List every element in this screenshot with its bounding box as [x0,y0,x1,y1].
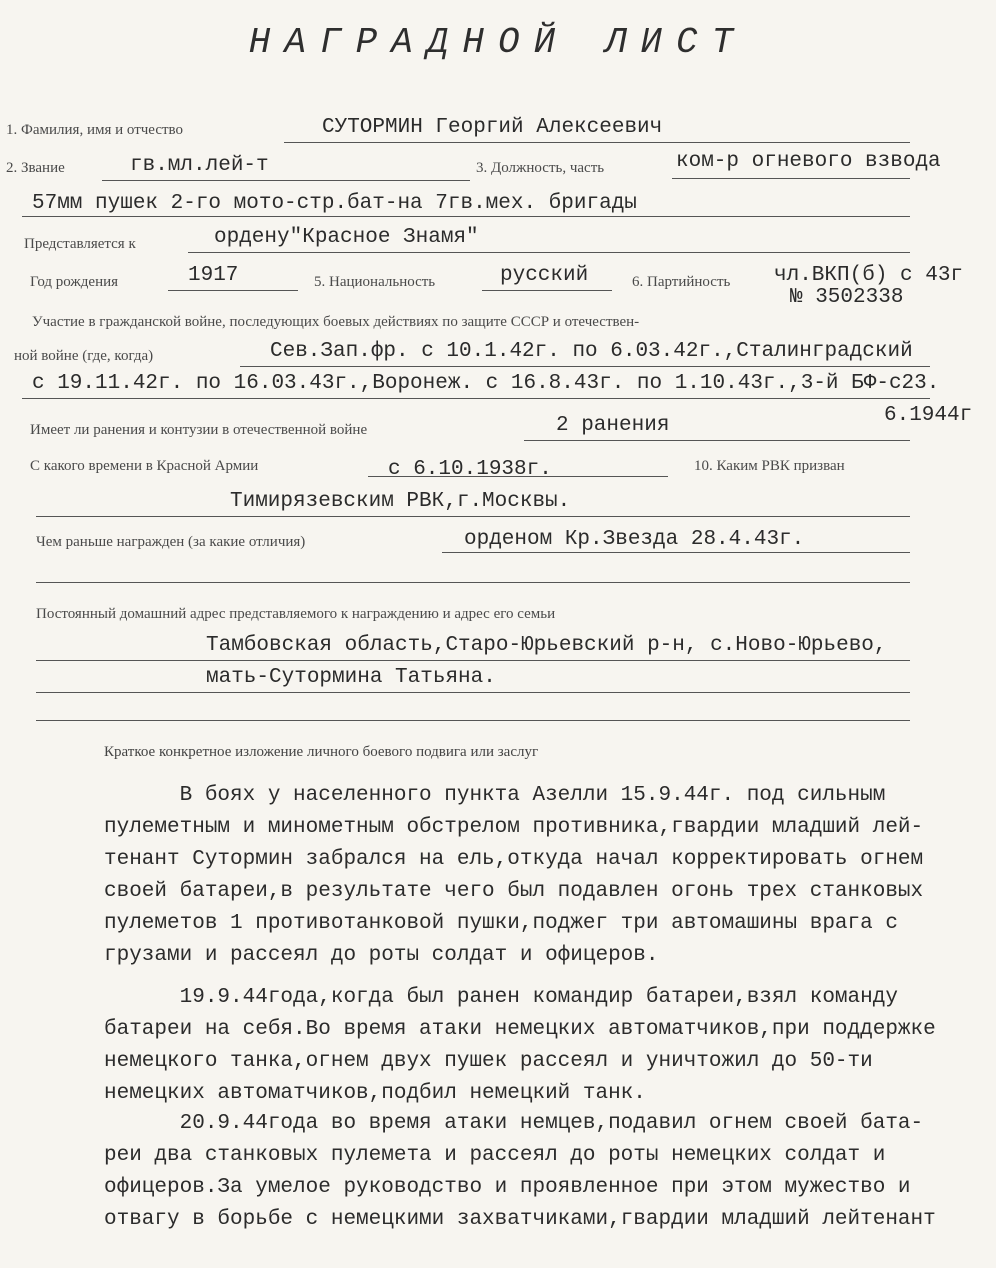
underline [524,440,910,441]
field-rank-value: гв.мл.лей-т [130,154,269,177]
paragraph-2: 19.9.44года,когда был ранен командир батареи,взял команду батареи на себя.Во время атаки немецких автоматчиков,при поддержке немецкого танка,огнем двух пушек рассеял и уничтожил до 50-ти немецких автоматчиков,подбил немецкий танк. [104,986,936,1105]
underline [284,142,910,143]
field-wounds-value: 2 ранения [556,414,670,437]
field-war-value-3: 6.1944г [884,404,973,427]
underline [36,660,910,661]
field-address-value-1: Тамбовская область,Старо-Юрьевский р-н, с.Ново-Юрьево, [206,634,887,657]
field-awards-value: орденом Кр.Звезда 28.4.43г. [464,528,805,551]
field-award-label: Представляется к [24,236,136,252]
field-party-number: № 3502338 [790,286,904,309]
field-war-label: Участие в гражданской войне, последующих боевых действиях по защите СССР и отечествен- [32,314,640,330]
field-party-value: чл.ВКП(б) с 43г [774,264,964,287]
field-position-label: 3. Должность, часть [476,160,605,176]
field-war-label-cont: ной войне (где, когда) [14,348,154,364]
field-rank-label: 2. Звание [6,160,65,176]
summary-intro: Краткое конкретное изложение личного боевого подвига или заслуг [104,744,539,760]
field-award-value: ордену"Красное Знамя" [214,226,479,249]
underline [188,252,910,253]
underline [482,290,612,291]
field-nationality-value: русский [500,264,589,287]
field-name-label: 1. Фамилия, имя и отчество [6,122,184,138]
field-birth-label: Год рождения [30,274,119,290]
document-title: НАГРАДНОЙ ЛИСТ [248,22,748,63]
underline [36,516,910,517]
underline [368,476,668,477]
field-war-value-2: с 19.11.42г. по 16.03.43г.,Воронеж. с 16.8.43г. по 1.10.43г.,3-й БФ-с23. [32,372,940,395]
field-wounds-label: Имеет ли ранения и контузии в отечественной войне [30,422,368,438]
field-party-label: 6. Партийность [632,274,731,290]
field-army-label: С какого времени в Красной Армии [30,458,259,474]
underline [442,552,910,553]
field-position-cont: 57мм пушек 2-го мото-стр.бат-на 7гв.мех. бригады [32,192,637,215]
field-army-value: с 6.10.1938г. [388,458,552,481]
field-rvk-label: 10. Каким РВК призван [694,458,845,474]
field-name-value: СУТОРМИН Георгий Алексеевич [322,116,663,139]
field-position-value: ком-р огневого взвода [676,150,941,173]
underline [240,366,930,367]
field-address-label: Постоянный домашний адрес представляемого к награждению и адрес его семьи [36,606,556,622]
field-address-value-2: мать-Сутормина Татьяна. [206,666,496,689]
field-nationality-label: 5. Национальность [314,274,436,290]
underline [36,582,910,583]
underline [22,216,910,217]
paragraph-1: В боях у населенного пункта Азелли 15.9.44г. под сильным пулеметным и минометным обстрелом противника,гвардии младший лей- тенант Сутормин забрался на ель,откуда начал корректировать огнем своей батареи,в результате чего был подавлен огонь трех станковых пулеметов 1 противотанковой пушки,поджег три автомашины врага с грузами и рассеял до роты солдат и офицеров. [104,784,924,967]
underline [36,720,910,721]
field-rvk-value: Тимирязевским РВК,г.Москвы. [230,490,571,513]
field-awards-label: Чем раньше награжден (за какие отличия) [36,534,306,550]
underline [22,398,930,399]
underline [168,290,298,291]
underline [102,180,470,181]
underline [672,178,910,179]
field-war-value-1: Сев.Зап.фр. с 10.1.42г. по 6.03.42г.,Сталинградский [270,340,913,363]
underline [36,692,910,693]
field-birth-value: 1917 [188,264,239,287]
paragraph-3: 20.9.44года во время атаки немцев,подавил огнем своей бата- реи два станковых пулемета и рассеял до роты немецких солдат и офицеров.За умелое руководство и проявленное при этом мужество и отвагу в борьбе с немецкими захватчиками,гвардии младший лейтенант [104,1112,936,1231]
